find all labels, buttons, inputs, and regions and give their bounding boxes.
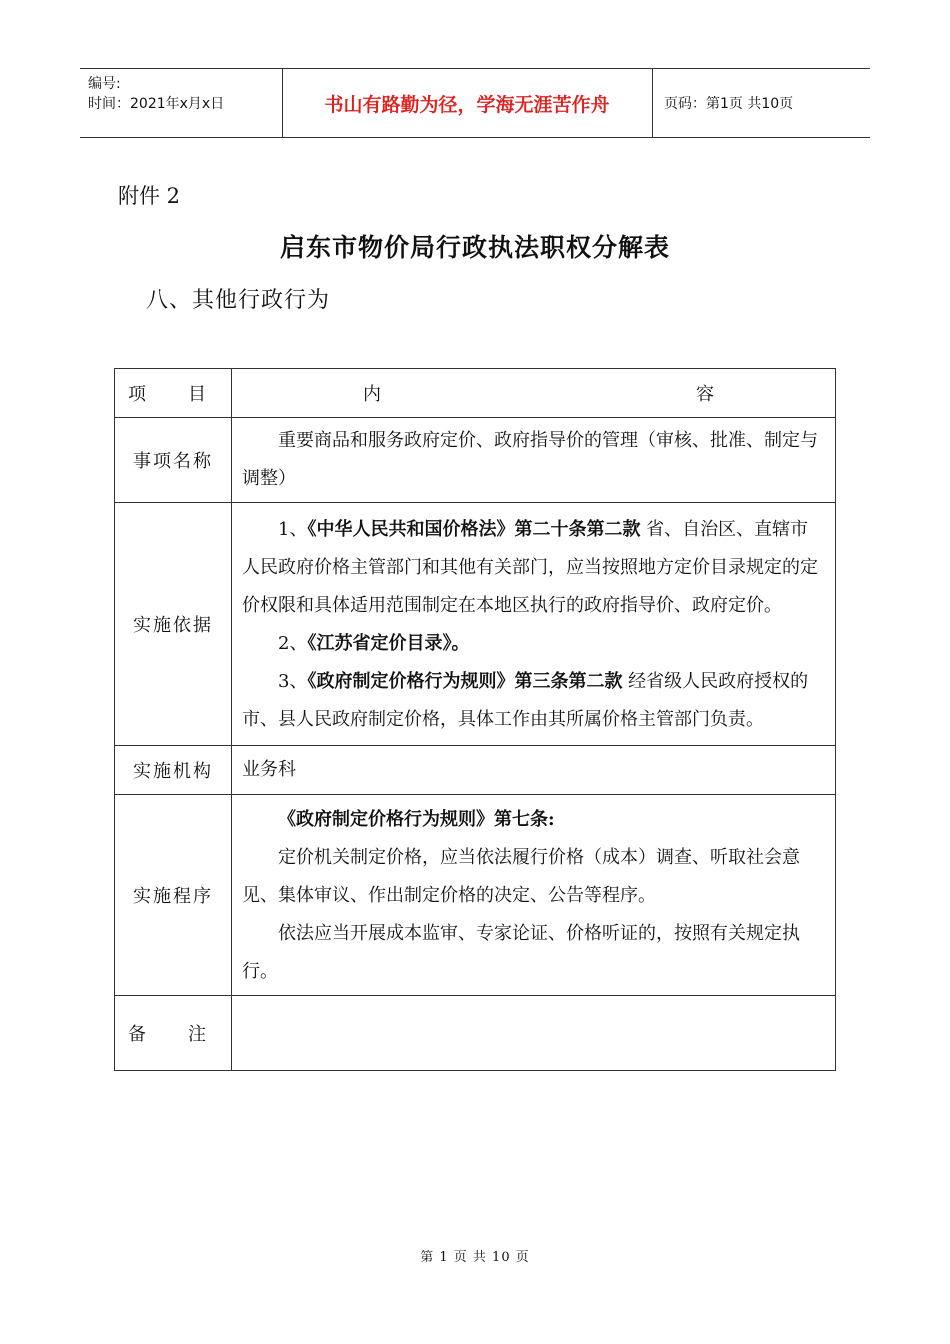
row-value-agency xyxy=(232,746,836,795)
page-footer: 第 1 页 共 10 页 xyxy=(420,1250,530,1265)
row-label-basis: 实施依据 xyxy=(115,503,232,746)
basis-3-num: 3、 xyxy=(278,671,308,692)
agency-text: 业务科 xyxy=(242,759,296,780)
basis-1-text: 省、自治区、直辖市人民政府价格主管部门和其他有关部门，应当按照地方定价目录规定的定价权限和具体适用范围制定在本地区执行的政府指导价、政府定价。 xyxy=(242,519,818,616)
table-header-row xyxy=(115,369,836,418)
header-item-b: 目 xyxy=(188,384,208,405)
header-item-a: 项 xyxy=(128,384,148,405)
time-label: 时间：2021年x月x日 xyxy=(88,96,225,112)
basis-paragraph-3 xyxy=(242,663,823,739)
page-title: 启东市物价局行政执法职权分解表 xyxy=(279,233,670,262)
remark-label-a: 备 xyxy=(128,1024,148,1045)
procedure-paragraph-1 xyxy=(242,801,823,839)
procedure-paragraph-3: 依法应当开展成本监审、专家论证、价格听证的，按照有关规定执行。 xyxy=(242,923,800,982)
row-value-name xyxy=(232,418,836,503)
table-row xyxy=(115,418,836,503)
basis-1-num: 1、 xyxy=(278,519,308,540)
header-content-cell xyxy=(232,369,836,418)
table-row xyxy=(115,996,836,1071)
table-row xyxy=(115,503,836,746)
row-value-basis xyxy=(232,503,836,746)
table-row xyxy=(115,746,836,795)
power-table xyxy=(114,368,836,1071)
number-label: 编号: xyxy=(88,76,121,92)
header-meta-cell xyxy=(80,69,283,137)
row-label-name: 事项名称 xyxy=(115,418,232,503)
document-header xyxy=(80,68,870,138)
basis-3-law: 《政府制定价格行为规则》第三条第二款 xyxy=(307,671,623,692)
header-content-b: 容 xyxy=(696,384,714,405)
header-motto: 书山有路勤为径，学海无涯苦作舟 xyxy=(282,69,653,137)
header-page-info: 页码：第1页 共10页 xyxy=(664,96,794,112)
table-row xyxy=(115,795,836,996)
basis-paragraph-1 xyxy=(242,511,823,625)
row-value-remark xyxy=(232,996,836,1071)
procedure-paragraph-2: 定价机关制定价格，应当依法履行价格（成本）调查、听取社会意见、集体审议、作出制定价格的决定、公告等程序。 xyxy=(242,847,800,906)
section-heading: 八、其他行政行为 xyxy=(146,288,331,313)
name-text: 重要商品和服务政府定价、政府指导价的管理（审核、批准、制定与调整） xyxy=(242,430,818,489)
basis-paragraph-2 xyxy=(242,625,823,663)
row-value-procedure xyxy=(232,795,836,996)
header-item-cell xyxy=(115,369,232,418)
row-label-remark xyxy=(115,996,232,1071)
attachment-label: 附件 2 xyxy=(118,184,181,208)
basis-3-text: 经省级人民政府授权的市、县人民政府制定价格，具体工作由其所属价格主管部门负责。 xyxy=(242,671,809,730)
row-label-agency: 实施机构 xyxy=(115,746,232,795)
header-content-a: 内 xyxy=(363,384,381,405)
procedure-law: 《政府制定价格行为规则》第七条: xyxy=(278,809,555,830)
row-label-procedure: 实施程序 xyxy=(115,795,232,996)
basis-2-num: 2、 xyxy=(278,633,308,654)
remark-label-b: 注 xyxy=(188,1024,208,1045)
basis-1-law: 《中华人民共和国价格法》第二十条第二款 xyxy=(307,519,641,540)
basis-2-law: 《江苏省定价目录》。 xyxy=(307,633,470,654)
